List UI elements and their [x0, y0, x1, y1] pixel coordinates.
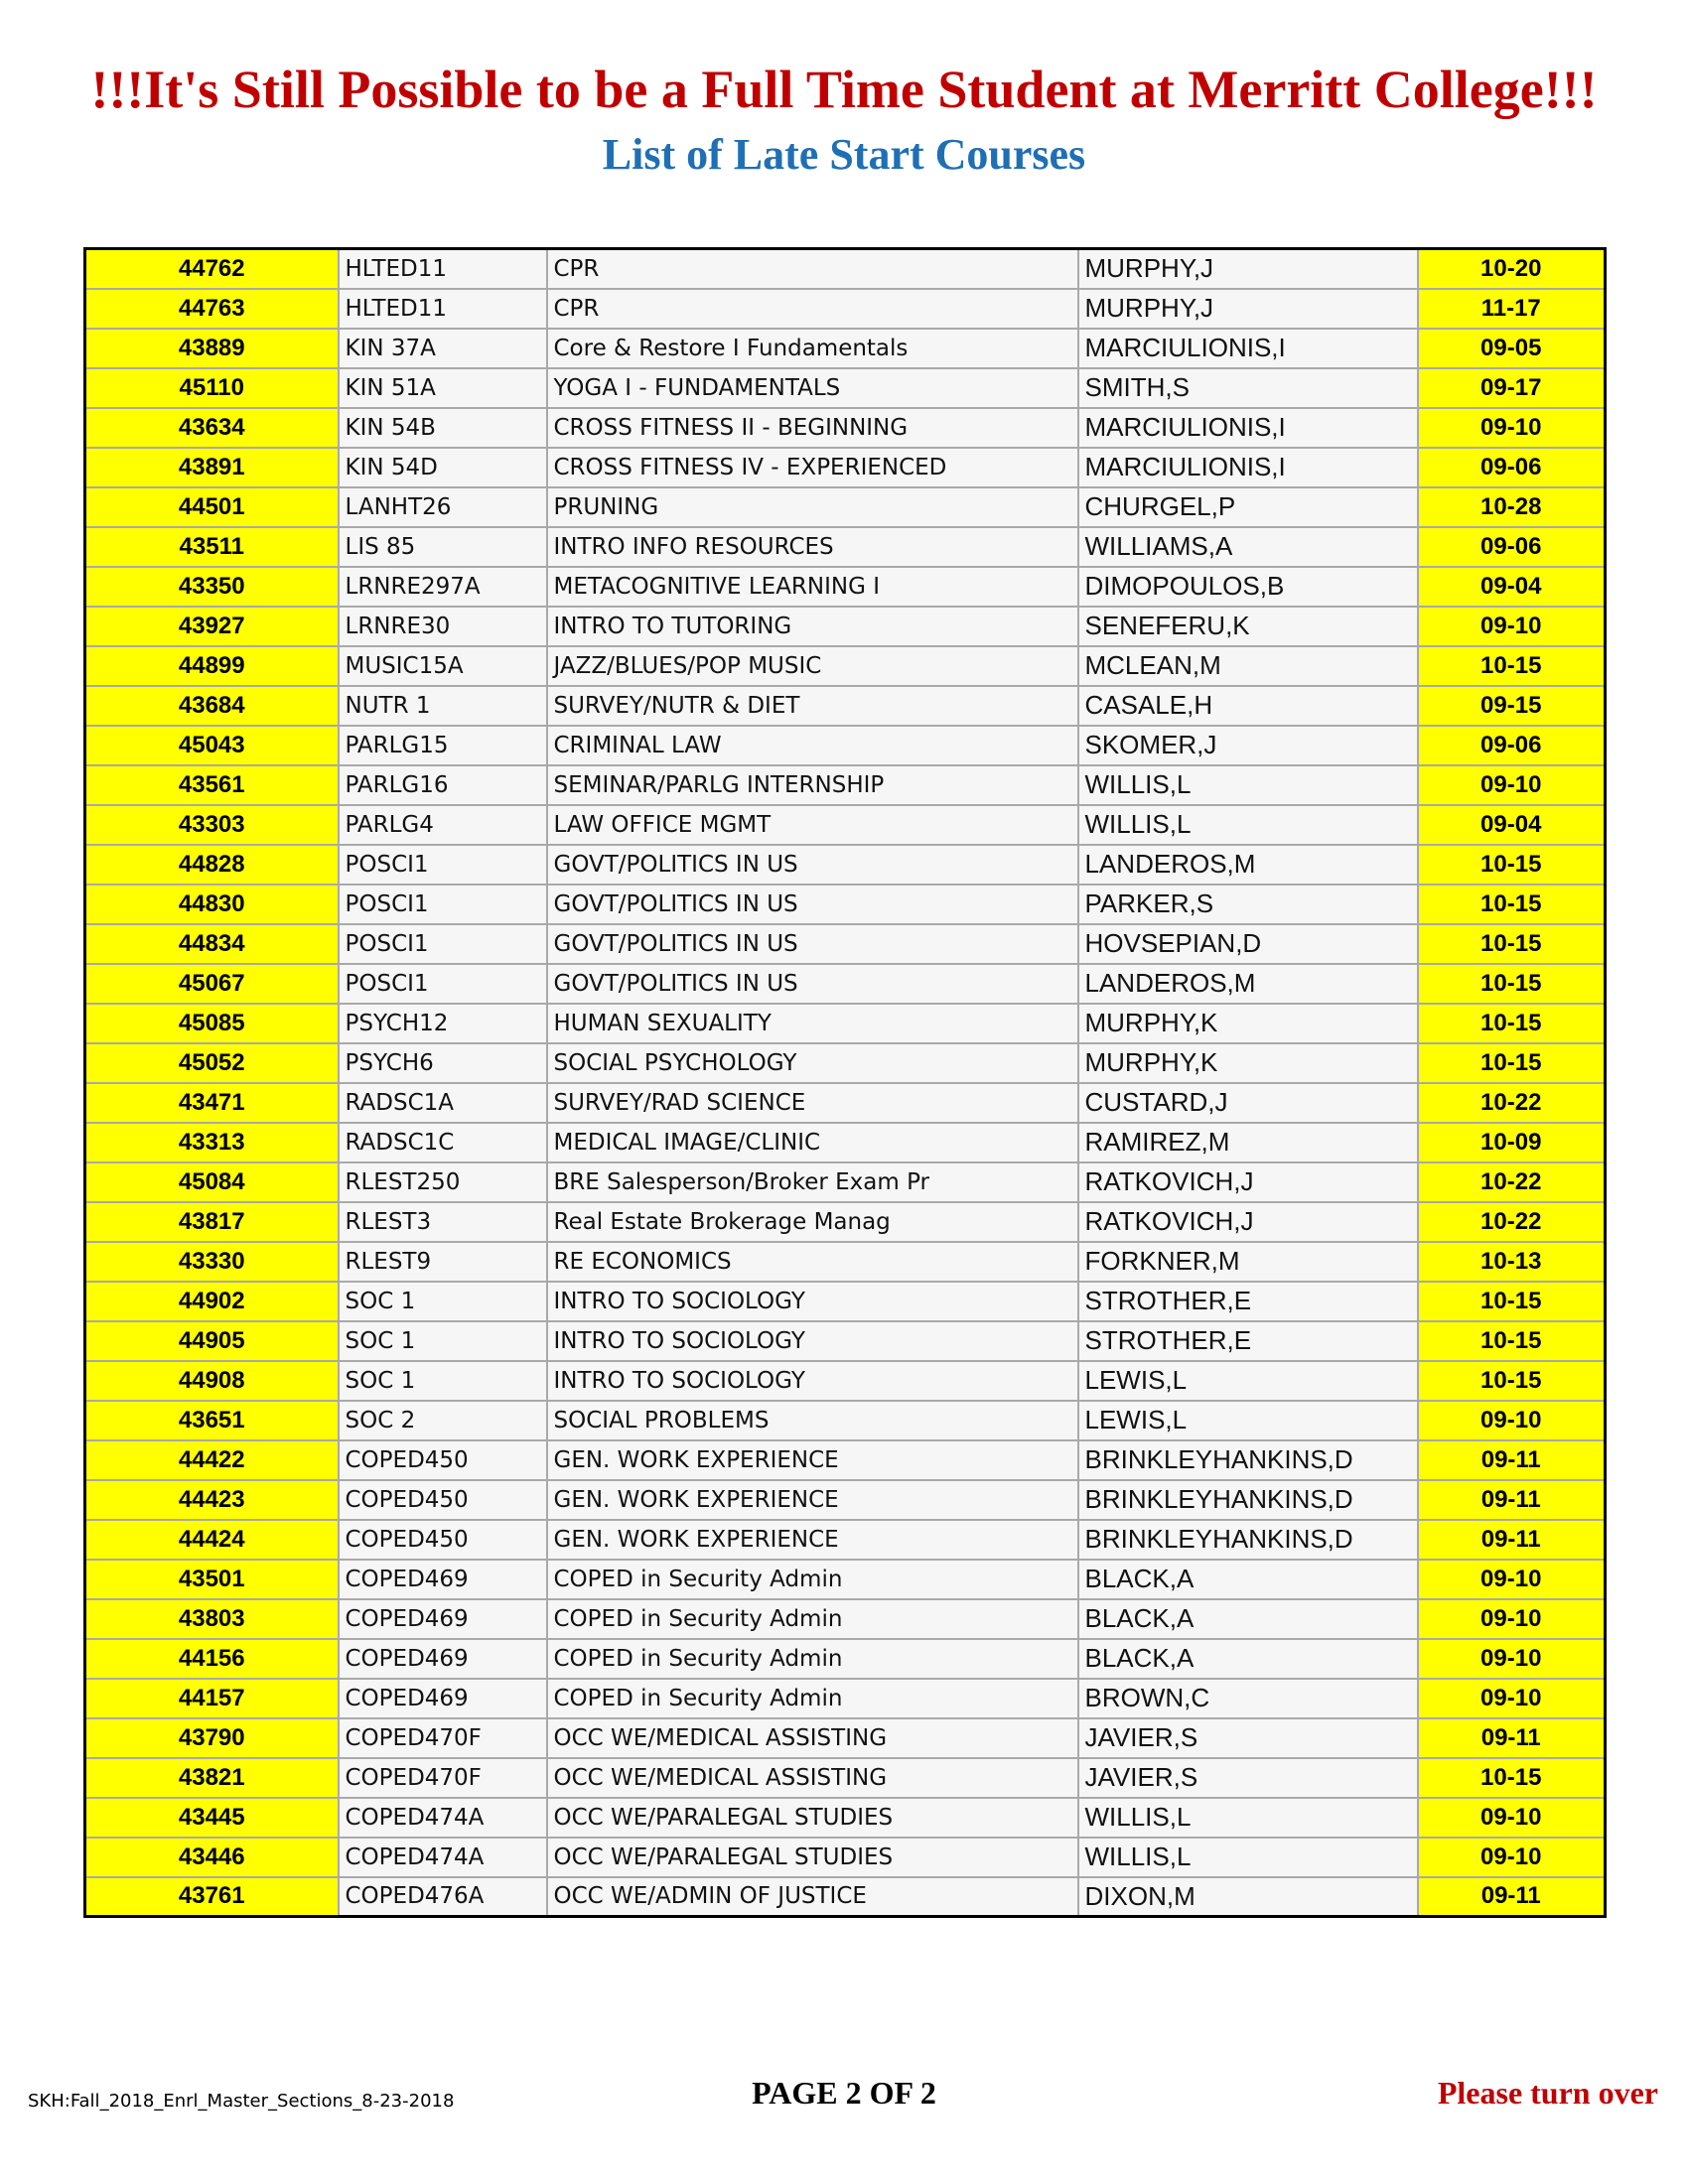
instructor-cell: RAMIREZ,M	[1078, 1123, 1418, 1162]
start-date-cell: 09-10	[1418, 1599, 1606, 1639]
course-number-cell: KIN 51A	[339, 368, 547, 408]
course-number-cell: LANHT26	[339, 487, 547, 527]
start-date-cell: 09-10	[1418, 1798, 1606, 1838]
crn-cell: 44424	[85, 1520, 339, 1560]
instructor-cell: MURPHY,J	[1078, 249, 1418, 289]
instructor-cell: BLACK,A	[1078, 1599, 1418, 1639]
crn-cell: 43445	[85, 1798, 339, 1838]
table-row	[85, 805, 1606, 845]
course-number-cell: HLTED11	[339, 289, 547, 329]
crn-cell: 44422	[85, 1440, 339, 1480]
start-date-cell: 09-17	[1418, 368, 1606, 408]
course-title-cell: COPED in Security Admin	[547, 1679, 1078, 1718]
table-row	[85, 1758, 1606, 1798]
course-title-cell: GOVT/POLITICS IN US	[547, 885, 1078, 924]
crn-cell: 43511	[85, 527, 339, 567]
table-row	[85, 1679, 1606, 1718]
course-title-cell: Real Estate Brokerage Manag	[547, 1202, 1078, 1242]
crn-cell: 44830	[85, 885, 339, 924]
table-row	[85, 1162, 1606, 1202]
crn-cell: 43350	[85, 567, 339, 607]
table-row	[85, 1282, 1606, 1321]
course-number-cell: COPED450	[339, 1520, 547, 1560]
start-date-cell: 10-22	[1418, 1083, 1606, 1123]
crn-cell: 43761	[85, 1877, 339, 1917]
start-date-cell: 10-15	[1418, 845, 1606, 885]
table-row	[85, 845, 1606, 885]
start-date-cell: 09-11	[1418, 1877, 1606, 1917]
table-row	[85, 1123, 1606, 1162]
table-row	[85, 249, 1606, 289]
table-row	[85, 1480, 1606, 1520]
crn-cell: 45052	[85, 1043, 339, 1083]
course-number-cell: LRNRE297A	[339, 567, 547, 607]
start-date-cell: 09-10	[1418, 1639, 1606, 1679]
table-row	[85, 765, 1606, 805]
course-title-cell: INTRO TO TUTORING	[547, 607, 1078, 646]
course-title-cell: GEN. WORK EXPERIENCE	[547, 1480, 1078, 1520]
course-title-cell: GOVT/POLITICS IN US	[547, 964, 1078, 1004]
crn-cell: 43817	[85, 1202, 339, 1242]
table-row	[85, 567, 1606, 607]
table-row	[85, 1599, 1606, 1639]
start-date-cell: 10-15	[1418, 1321, 1606, 1361]
course-number-cell: PARLG16	[339, 765, 547, 805]
course-title-cell: CPR	[547, 249, 1078, 289]
course-title-cell: OCC WE/PARALEGAL STUDIES	[547, 1838, 1078, 1877]
table-row	[85, 1560, 1606, 1599]
course-number-cell: COPED474A	[339, 1798, 547, 1838]
crn-cell: 44501	[85, 487, 339, 527]
start-date-cell: 09-04	[1418, 805, 1606, 845]
table-row	[85, 527, 1606, 567]
table-row	[85, 289, 1606, 329]
instructor-cell: BRINKLEYHANKINS,D	[1078, 1440, 1418, 1480]
course-title-cell: GOVT/POLITICS IN US	[547, 845, 1078, 885]
course-number-cell: RLEST9	[339, 1242, 547, 1282]
table-row	[85, 885, 1606, 924]
course-title-cell: MEDICAL IMAGE/CLINIC	[547, 1123, 1078, 1162]
crn-cell: 45085	[85, 1004, 339, 1043]
table-row	[85, 448, 1606, 487]
course-title-cell: INTRO TO SOCIOLOGY	[547, 1361, 1078, 1401]
crn-cell: 43927	[85, 607, 339, 646]
instructor-cell: WILLIS,L	[1078, 1798, 1418, 1838]
course-number-cell: KIN 37A	[339, 329, 547, 368]
table-row	[85, 487, 1606, 527]
course-number-cell: COPED470F	[339, 1758, 547, 1798]
crn-cell: 43471	[85, 1083, 339, 1123]
start-date-cell: 09-11	[1418, 1440, 1606, 1480]
course-title-cell: HUMAN SEXUALITY	[547, 1004, 1078, 1043]
start-date-cell: 10-15	[1418, 1043, 1606, 1083]
instructor-cell: CUSTARD,J	[1078, 1083, 1418, 1123]
instructor-cell: WILLIS,L	[1078, 765, 1418, 805]
course-number-cell: NUTR 1	[339, 686, 547, 726]
table-row	[85, 686, 1606, 726]
course-title-cell: INTRO INFO RESOURCES	[547, 527, 1078, 567]
start-date-cell: 10-15	[1418, 1361, 1606, 1401]
course-number-cell: PSYCH12	[339, 1004, 547, 1043]
course-number-cell: PARLG15	[339, 726, 547, 765]
start-date-cell: 10-15	[1418, 964, 1606, 1004]
crn-cell: 43313	[85, 1123, 339, 1162]
course-title-cell: COPED in Security Admin	[547, 1560, 1078, 1599]
course-title-cell: LAW OFFICE MGMT	[547, 805, 1078, 845]
crn-cell: 43803	[85, 1599, 339, 1639]
instructor-cell: DIXON,M	[1078, 1877, 1418, 1917]
start-date-cell: 10-15	[1418, 1282, 1606, 1321]
table-row	[85, 1718, 1606, 1758]
course-title-cell: SURVEY/RAD SCIENCE	[547, 1083, 1078, 1123]
course-title-cell: INTRO TO SOCIOLOGY	[547, 1321, 1078, 1361]
crn-cell: 44908	[85, 1361, 339, 1401]
crn-cell: 43303	[85, 805, 339, 845]
start-date-cell: 09-10	[1418, 408, 1606, 448]
turn-over-note: Please turn over	[1437, 2075, 1658, 2111]
course-title-cell: METACOGNITIVE LEARNING I	[547, 567, 1078, 607]
instructor-cell: MCLEAN,M	[1078, 646, 1418, 686]
table-row	[85, 1321, 1606, 1361]
page-subtitle: List of Late Start Courses	[602, 130, 1086, 179]
instructor-cell: MARCIULIONIS,I	[1078, 408, 1418, 448]
start-date-cell: 09-10	[1418, 1560, 1606, 1599]
instructor-cell: DIMOPOULOS,B	[1078, 567, 1418, 607]
course-number-cell: PARLG4	[339, 805, 547, 845]
table-row	[85, 1798, 1606, 1838]
start-date-cell: 09-06	[1418, 527, 1606, 567]
instructor-cell: SENEFERU,K	[1078, 607, 1418, 646]
start-date-cell: 10-20	[1418, 249, 1606, 289]
start-date-cell: 10-15	[1418, 646, 1606, 686]
crn-cell: 45110	[85, 368, 339, 408]
start-date-cell: 10-22	[1418, 1162, 1606, 1202]
course-number-cell: COPED469	[339, 1599, 547, 1639]
crn-cell: 44156	[85, 1639, 339, 1679]
course-title-cell: COPED in Security Admin	[547, 1599, 1078, 1639]
start-date-cell: 09-15	[1418, 686, 1606, 726]
crn-cell: 43889	[85, 329, 339, 368]
instructor-cell: LEWIS,L	[1078, 1361, 1418, 1401]
course-rows	[85, 249, 1606, 1917]
course-number-cell: SOC 1	[339, 1361, 547, 1401]
instructor-cell: HOVSEPIAN,D	[1078, 924, 1418, 964]
course-title-cell: OCC WE/MEDICAL ASSISTING	[547, 1718, 1078, 1758]
instructor-cell: MARCIULIONIS,I	[1078, 329, 1418, 368]
crn-cell: 45084	[85, 1162, 339, 1202]
course-title-cell: GEN. WORK EXPERIENCE	[547, 1520, 1078, 1560]
start-date-cell: 10-22	[1418, 1202, 1606, 1242]
course-number-cell: POSCI1	[339, 885, 547, 924]
course-number-cell: POSCI1	[339, 964, 547, 1004]
course-title-cell: OCC WE/ADMIN OF JUSTICE	[547, 1877, 1078, 1917]
crn-cell: 44902	[85, 1282, 339, 1321]
table-row	[85, 1361, 1606, 1401]
instructor-cell: JAVIER,S	[1078, 1718, 1418, 1758]
table-row	[85, 964, 1606, 1004]
course-number-cell: RLEST250	[339, 1162, 547, 1202]
table-row	[85, 1202, 1606, 1242]
instructor-cell: CASALE,H	[1078, 686, 1418, 726]
course-title-cell: GOVT/POLITICS IN US	[547, 924, 1078, 964]
crn-cell: 44905	[85, 1321, 339, 1361]
instructor-cell: MURPHY,J	[1078, 289, 1418, 329]
course-number-cell: RLEST3	[339, 1202, 547, 1242]
table-row	[85, 1838, 1606, 1877]
crn-cell: 43790	[85, 1718, 339, 1758]
course-title-cell: CROSS FITNESS IV - EXPERIENCED	[547, 448, 1078, 487]
instructor-cell: SMITH,S	[1078, 368, 1418, 408]
table-row	[85, 1877, 1606, 1917]
instructor-cell: WILLIS,L	[1078, 1838, 1418, 1877]
crn-cell: 45043	[85, 726, 339, 765]
instructor-cell: LANDEROS,M	[1078, 845, 1418, 885]
start-date-cell: 09-06	[1418, 726, 1606, 765]
source-file-label: SKH:Fall_2018_Enrl_Master_Sections_8-23-2018	[28, 2091, 455, 2112]
start-date-cell: 09-10	[1418, 607, 1606, 646]
instructor-cell: SKOMER,J	[1078, 726, 1418, 765]
table-row	[85, 1043, 1606, 1083]
course-number-cell: COPED470F	[339, 1718, 547, 1758]
course-title-cell: PRUNING	[547, 487, 1078, 527]
course-number-cell: COPED469	[339, 1679, 547, 1718]
course-title-cell: CROSS FITNESS II - BEGINNING	[547, 408, 1078, 448]
table-row	[85, 1401, 1606, 1440]
instructor-cell: PARKER,S	[1078, 885, 1418, 924]
instructor-cell: RATKOVICH,J	[1078, 1202, 1418, 1242]
start-date-cell: 10-13	[1418, 1242, 1606, 1282]
page-title: !!!It's Still Possible to be a Full Time Student at Merritt College!!!	[90, 60, 1598, 119]
course-number-cell: RADSC1C	[339, 1123, 547, 1162]
crn-cell: 44157	[85, 1679, 339, 1718]
start-date-cell: 09-11	[1418, 1718, 1606, 1758]
course-number-cell: MUSIC15A	[339, 646, 547, 686]
crn-cell: 44899	[85, 646, 339, 686]
course-title-cell: BRE Salesperson/Broker Exam Pr	[547, 1162, 1078, 1202]
course-number-cell: COPED450	[339, 1480, 547, 1520]
course-number-cell: HLTED11	[339, 249, 547, 289]
table-row	[85, 1004, 1606, 1043]
course-number-cell: COPED476A	[339, 1877, 547, 1917]
start-date-cell: 09-11	[1418, 1480, 1606, 1520]
course-title-cell: RE ECONOMICS	[547, 1242, 1078, 1282]
start-date-cell: 09-11	[1418, 1520, 1606, 1560]
start-date-cell: 09-05	[1418, 329, 1606, 368]
start-date-cell: 10-28	[1418, 487, 1606, 527]
course-number-cell: SOC 1	[339, 1282, 547, 1321]
course-title-cell: OCC WE/MEDICAL ASSISTING	[547, 1758, 1078, 1798]
table-row	[85, 1520, 1606, 1560]
course-number-cell: COPED469	[339, 1560, 547, 1599]
instructor-cell: CHURGEL,P	[1078, 487, 1418, 527]
table-row	[85, 1083, 1606, 1123]
crn-cell: 45067	[85, 964, 339, 1004]
course-number-cell: SOC 1	[339, 1321, 547, 1361]
table-row	[85, 368, 1606, 408]
crn-cell: 43501	[85, 1560, 339, 1599]
course-title-cell: CPR	[547, 289, 1078, 329]
start-date-cell: 10-15	[1418, 885, 1606, 924]
course-number-cell: RADSC1A	[339, 1083, 547, 1123]
instructor-cell: BRINKLEYHANKINS,D	[1078, 1480, 1418, 1520]
course-title-cell: SOCIAL PROBLEMS	[547, 1401, 1078, 1440]
instructor-cell: STROTHER,E	[1078, 1321, 1418, 1361]
table-row	[85, 924, 1606, 964]
crn-cell: 44762	[85, 249, 339, 289]
instructor-cell: LANDEROS,M	[1078, 964, 1418, 1004]
course-title-cell: GEN. WORK EXPERIENCE	[547, 1440, 1078, 1480]
start-date-cell: 09-10	[1418, 1838, 1606, 1877]
instructor-cell: MARCIULIONIS,I	[1078, 448, 1418, 487]
instructor-cell: BRINKLEYHANKINS,D	[1078, 1520, 1418, 1560]
course-number-cell: PSYCH6	[339, 1043, 547, 1083]
course-title-cell: JAZZ/BLUES/POP MUSIC	[547, 646, 1078, 686]
instructor-cell: LEWIS,L	[1078, 1401, 1418, 1440]
course-title-cell: OCC WE/PARALEGAL STUDIES	[547, 1798, 1078, 1838]
course-number-cell: KIN 54D	[339, 448, 547, 487]
course-number-cell: SOC 2	[339, 1401, 547, 1440]
instructor-cell: FORKNER,M	[1078, 1242, 1418, 1282]
crn-cell: 44423	[85, 1480, 339, 1520]
course-number-cell: KIN 54B	[339, 408, 547, 448]
course-title-cell: SURVEY/NUTR & DIET	[547, 686, 1078, 726]
crn-cell: 43684	[85, 686, 339, 726]
crn-cell: 43330	[85, 1242, 339, 1282]
crn-cell: 43821	[85, 1758, 339, 1798]
course-number-cell: COPED469	[339, 1639, 547, 1679]
start-date-cell: 10-09	[1418, 1123, 1606, 1162]
start-date-cell: 10-15	[1418, 1004, 1606, 1043]
table-row	[85, 646, 1606, 686]
crn-cell: 43651	[85, 1401, 339, 1440]
course-title-cell: SEMINAR/PARLG INTERNSHIP	[547, 765, 1078, 805]
crn-cell: 44763	[85, 289, 339, 329]
course-number-cell: LRNRE30	[339, 607, 547, 646]
table-row	[85, 329, 1606, 368]
crn-cell: 43561	[85, 765, 339, 805]
instructor-cell: JAVIER,S	[1078, 1758, 1418, 1798]
start-date-cell: 11-17	[1418, 289, 1606, 329]
instructor-cell: RATKOVICH,J	[1078, 1162, 1418, 1202]
course-title-cell: YOGA I - FUNDAMENTALS	[547, 368, 1078, 408]
table-row	[85, 408, 1606, 448]
start-date-cell: 09-10	[1418, 765, 1606, 805]
course-title-cell: INTRO TO SOCIOLOGY	[547, 1282, 1078, 1321]
course-number-cell: POSCI1	[339, 845, 547, 885]
crn-cell: 43891	[85, 448, 339, 487]
instructor-cell: STROTHER,E	[1078, 1282, 1418, 1321]
crn-cell: 44834	[85, 924, 339, 964]
page-number: PAGE 2 OF 2	[752, 2075, 936, 2111]
crn-cell: 44828	[85, 845, 339, 885]
course-number-cell: LIS 85	[339, 527, 547, 567]
course-title-cell: COPED in Security Admin	[547, 1639, 1078, 1679]
table-row	[85, 1639, 1606, 1679]
course-title-cell: Core & Restore I Fundamentals	[547, 329, 1078, 368]
start-date-cell: 10-15	[1418, 924, 1606, 964]
crn-cell: 43446	[85, 1838, 339, 1877]
start-date-cell: 09-04	[1418, 567, 1606, 607]
table-row	[85, 726, 1606, 765]
late-start-courses-table	[83, 247, 1607, 1918]
instructor-cell: BROWN,C	[1078, 1679, 1418, 1718]
start-date-cell: 10-15	[1418, 1758, 1606, 1798]
course-number-cell: POSCI1	[339, 924, 547, 964]
table-row	[85, 1440, 1606, 1480]
instructor-cell: BLACK,A	[1078, 1639, 1418, 1679]
start-date-cell: 09-10	[1418, 1679, 1606, 1718]
instructor-cell: BLACK,A	[1078, 1560, 1418, 1599]
course-number-cell: COPED450	[339, 1440, 547, 1480]
course-number-cell: COPED474A	[339, 1838, 547, 1877]
instructor-cell: MURPHY,K	[1078, 1043, 1418, 1083]
start-date-cell: 09-10	[1418, 1401, 1606, 1440]
start-date-cell: 09-06	[1418, 448, 1606, 487]
course-title-cell: CRIMINAL LAW	[547, 726, 1078, 765]
instructor-cell: MURPHY,K	[1078, 1004, 1418, 1043]
crn-cell: 43634	[85, 408, 339, 448]
table-row	[85, 607, 1606, 646]
instructor-cell: WILLIAMS,A	[1078, 527, 1418, 567]
table-row	[85, 1242, 1606, 1282]
course-title-cell: SOCIAL PSYCHOLOGY	[547, 1043, 1078, 1083]
instructor-cell: WILLIS,L	[1078, 805, 1418, 845]
